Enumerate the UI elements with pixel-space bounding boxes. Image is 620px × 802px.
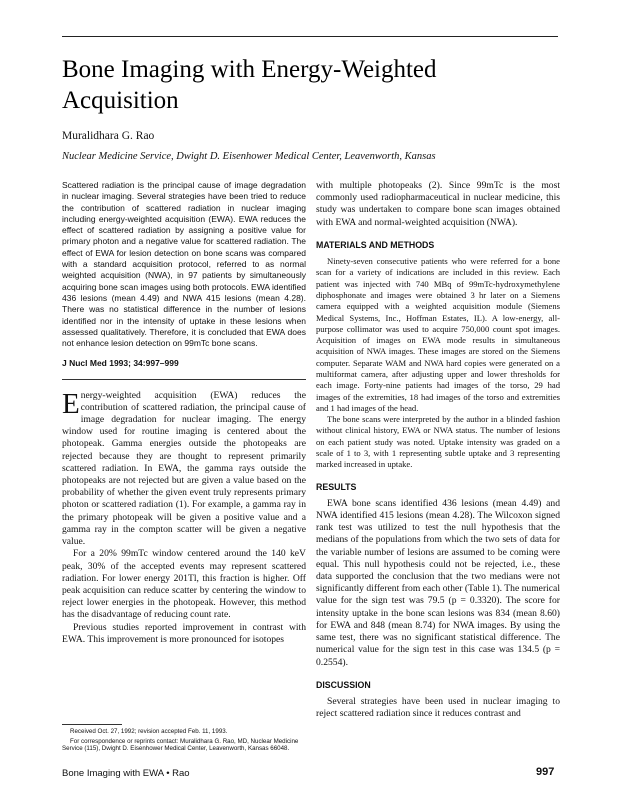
top-rule [62,36,558,37]
footnote-rule [62,724,122,725]
right-column [316,180,560,720]
discussion-heading: DISCUSSION [316,679,371,690]
methods-paragraph-1: Ninety-seven consecutive patients who were referred for a bone scan for a variety of indications are included in this review. Each patient was injected with 740 MBq of 99mTc-hydroxymethylene diphosphonate and images were obtained 3 hr later on a Siemens camera equipped with a weighted acquisition module (Siemens Medical Systems, Inc., Hoffman Estates, IL). A low-energy, all-purpose collimator was used to acquire 750,000 count spot images. Acquisition of images on EWA mode results in simultaneous acquisition of NWA images. These images are stored on the Siemens computer. Separate WAM and NWA hard copies were generated on a multiformat camera, after adjusting upper and lower thresholds for each image. Forty-nine patients had images of the torso, 29 had images of the extremities, 18 had images of the torso and extremities and 1 had images of the head. [316,256,560,413]
discussion-paragraph: Several strategies have been used in nuclear imaging to reject scattered radiation since it reduces contrast and [316,695,560,720]
methods-heading: MATERIALS AND METHODS [316,239,435,250]
received-note: Received Oct. 27, 1992; revision accepted Feb. 11, 1993. [70,728,228,735]
correspondence-note: For correspondence or reprints contact: Muralidhara G. Rao, MD, Nuclear Medicine Service (115), Dwight D. Eisenhower Medical Center, Leavenworth, Kansas 66048. [62,737,299,752]
left-column [62,180,306,646]
abstract: Scattered radiation is the principal cause of image degradation in nuclear imaging. Several strategies have been tried to reduce the contribution of scattered radiation in nuclear imaging including energy-weighted acquisition (EWA). EWA reduces the effect of scattered radiation by assigning a positive value for primary photon and a negative value for scattered radiation. The effect of EWA for lesion detection on bone scans was compared with a standard acquisition protocol, referred to as normal weighted acquisition (NWA), in 97 patients by simultaneously acquiring bone scan images using both protocols. EWA identified 436 lesions (mean 4.49) and NWA 415 lesions (mean 4.28). There was no statistical difference in the number of lesions identified nor in the intensity of uptake in these lesions when assessed qualitatively. Therefore, it is concluded that EWA does not enhance lesion detection on 99mTc bone scans. [62,180,306,349]
intro-text-1: nergy-weighted acquisition (EWA) reduces the contribution of scattered radiation, the principal cause of image degradation for nuclear imaging. The energy window used for routine imaging is centered about the photopeak. Gamma energies outside the photopeaks are rejected because they are thought to represent primarily scattered radiation. In EWA, the gamma rays outside the photopeaks are not rejected but are given a value based on the probability of whether the given event truly represents primary photon or scattered radiation (1). For example, a gamma ray in the primary photopeak will be given a positive value and a gamma ray in the compton scatter will be given a negative value. [62,389,306,548]
author-name: Muralidhara G. Rao [62,130,155,142]
intro-continuation: with multiple photopeaks (2). Since 99mTc is the most commonly used radiopharmaceutical in nuclear medicine, this study was undertaken to compare bone scan images obtained with EWA and normal-weighted acquisition (NWA). [316,180,560,228]
methods-paragraph-2: The bone scans were interpreted by the author in a blinded fashion without clinical history, EWA or NWA status. The number of lesions on each patient study was noted. Uptake intensity was graded on a scale of 1 to 3, with 1 representing subtle uptake and 3 representing marked increased in uptake. [316,414,560,470]
intro-paragraph-2: For a 20% 99mTc window centered around the 140 keV peak, 30% of the accepted events may represent scattered radiation. For lower energy 201Tl, this fraction is higher. Off peak acquisition can reduce scatter by centering the window to reject lower energies in the photopeak. However, this method has the disadvantage of reducing count rate. [62,548,306,621]
page-number: 997 [536,766,555,778]
affiliation: Nuclear Medicine Service, Dwight D. Eisenhower Medical Center, Leavenworth, Kansas [62,151,436,162]
intro-paragraph-1 [62,387,306,549]
page-title: Bone Imaging with Energy-Weighted Acquisition [62,56,437,114]
footnotes [62,724,306,755]
abstract-divider [62,379,306,380]
running-title: Bone Imaging with EWA • Rao [62,768,190,779]
drop-cap: E [62,387,80,420]
intro-paragraph-3: Previous studies reported improvement in contrast with EWA. This improvement is more pronounced for isotopes [62,621,306,645]
citation: J Nucl Med 1993; 34:997–999 [62,358,179,369]
results-paragraph: EWA bone scans identified 436 lesions (mean 4.49) and NWA identified 415 lesions (mean 4.28). The Wilcoxon signed rank test was utilized to test the null hypothesis that the medians of the populations from which the two sets of data for the variable number of lesions are assumed to be coming were equal. This null hypothesis could not be rejected, i.e., these data supported the conclusion that the two medians were not significantly different from each other (Table 1). The numerical value for the sign test was 79.5 (p = 0.3320). The score for intensity uptake in the bone scan lesions was 834 (mean 8.60) for EWA and 848 (mean 8.74) for NWA images. By using the same test, there was no significant statistical difference. The numerical value for the sign test in this case was 134.5 (p = 0.2554). [316,497,560,668]
results-heading: RESULTS [316,481,357,492]
